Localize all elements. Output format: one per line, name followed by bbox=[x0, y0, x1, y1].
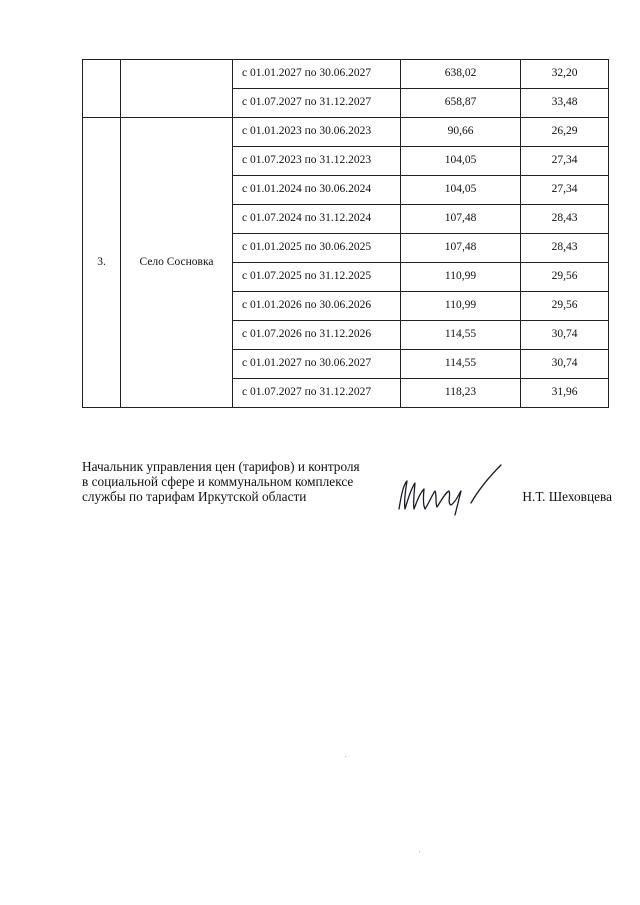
row-number-cell: 3. bbox=[83, 118, 121, 408]
tariff-value-cell: 114,55 bbox=[401, 350, 521, 379]
period-cell: с 01.07.2026 по 31.12.2026 bbox=[233, 321, 401, 350]
table-row bbox=[83, 60, 609, 89]
tariff-value-cell: 29,56 bbox=[521, 292, 609, 321]
period-cell: с 01.01.2025 по 30.06.2025 bbox=[233, 234, 401, 263]
tariff-value-cell: 107,48 bbox=[401, 234, 521, 263]
tariff-value-cell: 118,23 bbox=[401, 379, 521, 408]
scan-speck bbox=[419, 851, 420, 852]
tariff-value-cell: 28,43 bbox=[521, 234, 609, 263]
settlement-cell: Село Сосновка bbox=[121, 118, 233, 408]
tariff-value-cell: 110,99 bbox=[401, 263, 521, 292]
tariff-value-cell: 28,43 bbox=[521, 205, 609, 234]
signatory-title bbox=[82, 459, 360, 504]
tariff-value-cell: 27,34 bbox=[521, 147, 609, 176]
tariff-value-cell: 638,02 bbox=[401, 60, 521, 89]
tariff-table bbox=[82, 59, 609, 408]
tariff-value-cell: 104,05 bbox=[401, 147, 521, 176]
signatory-name: Н.Т. Шеховцева bbox=[522, 489, 612, 504]
period-cell: с 01.01.2023 по 30.06.2023 bbox=[233, 118, 401, 147]
tariff-value-cell: 29,56 bbox=[521, 263, 609, 292]
tariff-value-cell: 30,74 bbox=[521, 350, 609, 379]
period-cell: с 01.01.2026 по 30.06.2026 bbox=[233, 292, 401, 321]
period-cell: с 01.01.2024 по 30.06.2024 bbox=[233, 176, 401, 205]
handwritten-signature bbox=[387, 459, 507, 517]
tariff-value-cell: 658,87 bbox=[401, 89, 521, 118]
tariff-value-cell: 33,48 bbox=[521, 89, 609, 118]
period-cell: с 01.01.2027 по 30.06.2027 bbox=[233, 60, 401, 89]
tariff-value-cell: 27,34 bbox=[521, 176, 609, 205]
period-cell: с 01.01.2027 по 30.06.2027 bbox=[233, 350, 401, 379]
table-row bbox=[83, 118, 609, 147]
scan-speck bbox=[345, 756, 346, 757]
tariff-value-cell: 30,74 bbox=[521, 321, 609, 350]
period-cell: с 01.07.2027 по 31.12.2027 bbox=[233, 89, 401, 118]
tariff-value-cell: 26,29 bbox=[521, 118, 609, 147]
period-cell: с 01.07.2027 по 31.12.2027 bbox=[233, 379, 401, 408]
tariff-value-cell: 31,96 bbox=[521, 379, 609, 408]
settlement-cell bbox=[121, 60, 233, 118]
period-cell: с 01.07.2024 по 31.12.2024 bbox=[233, 205, 401, 234]
signature-block bbox=[82, 459, 612, 519]
row-number-cell bbox=[83, 60, 121, 118]
tariff-value-cell: 32,20 bbox=[521, 60, 609, 89]
tariff-value-cell: 104,05 bbox=[401, 176, 521, 205]
table-body bbox=[83, 60, 609, 408]
signatory-title-line: в социальной сфере и коммунальном комплексе bbox=[82, 474, 354, 489]
tariff-value-cell: 90,66 bbox=[401, 118, 521, 147]
tariff-value-cell: 107,48 bbox=[401, 205, 521, 234]
tariff-value-cell: 114,55 bbox=[401, 321, 521, 350]
tariff-value-cell: 110,99 bbox=[401, 292, 521, 321]
period-cell: с 01.07.2023 по 31.12.2023 bbox=[233, 147, 401, 176]
signatory-title-line: Начальник управления цен (тарифов) и контроля bbox=[82, 459, 360, 474]
signatory-title-line: службы по тарифам Иркутской области bbox=[82, 489, 307, 504]
period-cell: с 01.07.2025 по 31.12.2025 bbox=[233, 263, 401, 292]
